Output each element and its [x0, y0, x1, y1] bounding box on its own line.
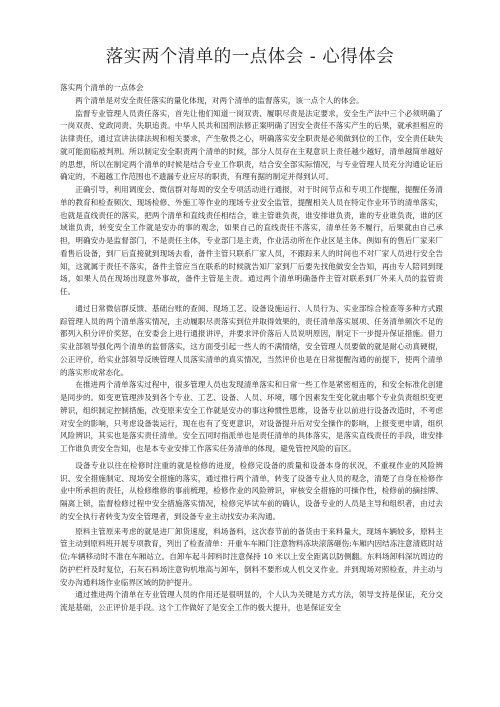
paragraph-subtitle: 落实两个清单的一点体会 [60, 83, 144, 92]
paragraph: 正确引导，利用调度会、微信群对每周的安全专项活动进行通报，对于时间节点和专项工作提醒，提醒任务清单的教育和检查频次、现场检修、外施工等作业的现场专业安全监管，提醒相关人员在特定作业环节的清单落实，也就是直线责任的落实，把两个清单和直线责任相结合，谁主管谁负责，谁安排谁负责，谁的专业谁负责，谁的区域谁负责，转变安全工作就是安办的事的观念，如果自己的直线责任不落实，清单任务不履行，后果就由自己承担，明确安办是监督部门，不是责任主体，专业部门是主责，作业活动所在作业区是主体。例如有的售后厂家来厂看售后设备，到厂后直接就到现场去看，备件主管只联系厂家人员，不跟踪来人的时间也不对厂家人员进行安全告知，这就属于责任不落实，备件主管应当在联系的时候就告知厂家到厂后要先找他做安全告知，再由专人陪同到现场，如果人员在现场出现意外事故，备件主管是主责。通过两个清单明确备件主管对联系到厂外来人员的监管责任。 [60, 185, 443, 296]
paragraph: 通过推进两个清单在专业管理人员的作用还是很明显的，个人认为关键是方式方法，领导支持是保证，充分交流是基础，公正评价是手段。这个工作做好了是安全工作的极大提升，也是保证安全 [60, 590, 443, 612]
paragraph: 监督专业管理人员责任落实，首先让他们知道一岗双责、履职尽责是法定要求，安全生产法中三个必须明确了一岗双责、党政同责、失职追责。中华人民共和国刑法修正案明确了因安全责任不落实产生的后果，就承担相应的法律责任，通过宣讲法律法规和相关要求，产生敬畏之心，明确落实安全职责是必须做到位的工作，安全责任缺失就可能面临被判刑。所以制定安全职责两个清单的时候，部分人员存在主观意识上责任越少越好，清单越简单越好的思想，所以在制定两个清单的时候是结合专业工作职责，结合安全部实际情况，与专业管理人员充分沟通论证后确定的，不超越工作范围也不遗漏专业应尽的职责，有理有据的制定并得到认可。 [60, 108, 443, 182]
document-title: 落实两个清单的一点体会 - 心得体会 [105, 47, 395, 67]
paragraph: 在推进两个清单落实过程中，很多管理人员也发现清单落实和日常一些工作是紧密相连的，和安全标准化创建是同步的。如变更管理涉及到各个专业、工艺、设备、人员、环境，哪个因素发生变化就由哪个专业负责组织变更辨识，组织制定控制措施，改变原来安全工作就是安办的事这种惯性思维，设备专业以前进行设备改造时，不考虑对安全的影响，只考虑设备装运行，现在也有了变更意识，对设备提升后对安全操作的影响，上报变更申请，组织风险辨识，其实也是落实责任清单。安全五同时指派单也是责任清单的具体落实，是落实直线责任的手段，谁安排工作谁负责安全告知，也是本专业安排工作落实任务清单的体现，避免管控风险的盲区。 [60, 380, 443, 453]
paragraph: 设备专业以往在检修时注重的就是检修的进度，检修完设备的质量和设备本身的状况，不重视作业的风险辨识、安全措施制定、现场安全措施的落实，通过推行两个清单，转变了设备专业人员的观念，清楚了自身在检修作业中所承担的责任，从检修维修的事前梳理，检修作业的风险辨识，审核安全措施的可操作性，检修前的摘挂牌、隔离上锁，监督检修过程中安全措施落实情况，检修完毕试车前的确认，设备专业的人员是主导和组织者，由过去的安全执行者转变为安全管理者，到设备专业主动找安办来沟通。 [60, 460, 443, 521]
paragraph-intro: 两个清单是对安全责任落实的量化体现，对两个清单的监督落实，该一点个人的体会。 [75, 95, 364, 105]
paragraph: 原料主管原来考虑的就是进厂卸货速度，料场备料，这次春节前的备货由于来料量大，现场车辆较多，原料主管主动到原料班开展专项教育，列出了检查清单：开重车车厢门注意物料冻块滚落砸伤;车厢内因结冻注意清底时站位;车辆移动时不准在车厢站立。自卸车起斗卸料时注意保持 10 米以上安全距离以防侧翻。东料场卸料深坑周边的防护栏杆及时复位，石灰石料场注意钩机堆高与卸车，倒料不要形成人机交叉作业。并到现场对照检查，并主动与安办沟通料场作业临界区域的防护提升。 [60, 526, 443, 587]
document-body [60, 82, 443, 615]
paragraph: 通过日常微信群反馈、基础台账的查阅、现场工艺、设备设施运行、人员行为、实业部综合检查等多种方式跟踪管理人员的两个清单落实情况，主动履职尽责落实到位并取得效果的，责任清单落实展项、任务清单频次不足的都列入积分评价奖惩，在安委会上进行通报讲评，并要求评价落后人员说明原因，制定下一步提升保证措施。借力实业部领导强化两个清单的监督落实，这方面受引起一些人的不满情绪，安全管理人员要做的就是耐心动真硬棍，公正评价，给实业部领导反映管理人员落实清单的真实情况，当然评价也是在日常提醒沟通的前提下，使两个清单的落实形成常态化。 [60, 303, 443, 377]
